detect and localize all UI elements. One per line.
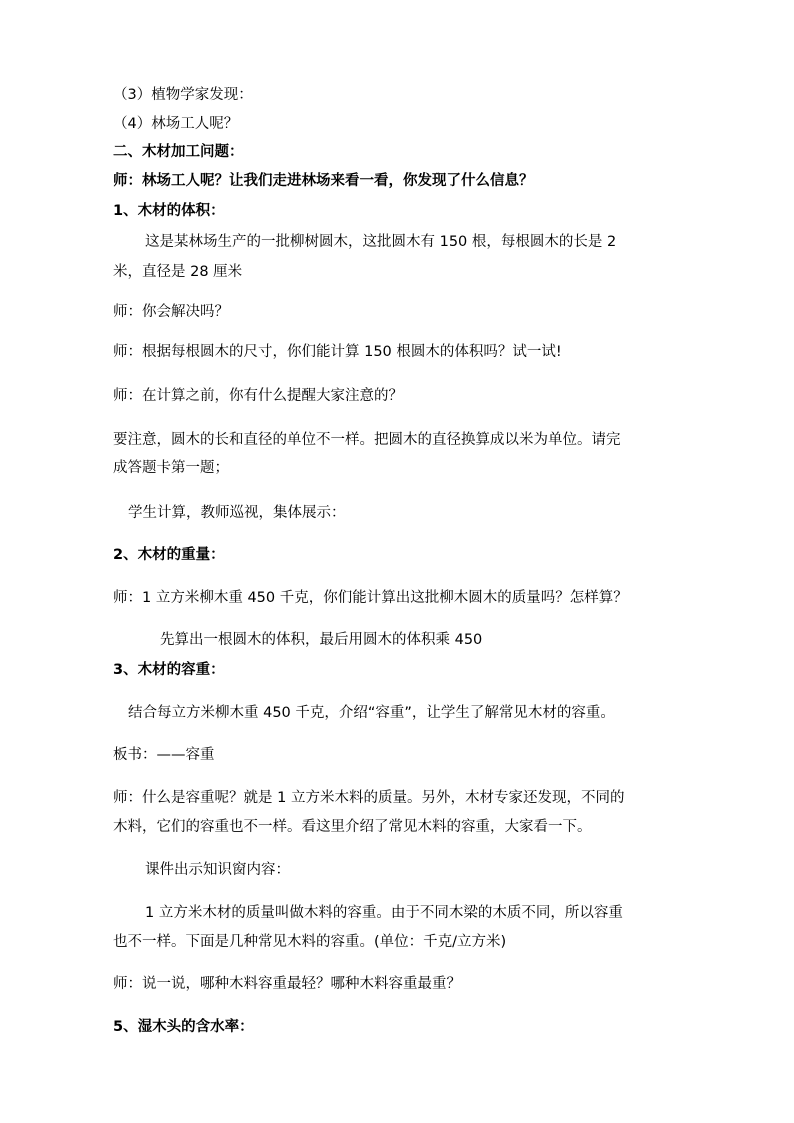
section-heading: 二、木材加工问题： — [113, 144, 244, 160]
text-line: 师：在计算之前，你有什么提醒大家注意的？ — [113, 388, 403, 404]
text-line-bold: 师：林场工人呢？让我们走进林场来看一看，你发现了什么信息？ — [113, 173, 534, 189]
text-line: （3）植物学家发现： — [113, 87, 253, 103]
text-line: 米，直径是 28 厘米 — [113, 264, 243, 280]
text-line: 师：说一说，哪种木料容重最轻？哪种木料容重最重？ — [113, 976, 461, 992]
subsection-heading: 5、湿木头的含水率： — [113, 1019, 254, 1035]
text-line: 师：1 立方米柳木重 450 千克，你们能计算出这批柳木圆木的质量吗？怎样算？ — [113, 590, 628, 606]
text-line: 也不一样。下面是几种常见木料的容重。(单位：千克/立方米) — [113, 934, 507, 950]
text-line: 1 立方米木材的质量叫做木料的容重。由于不同木梁的木质不同，所以容重 — [145, 905, 623, 921]
text-line: 这是某林场生产的一批柳树圆木，这批圆木有 150 根，每根圆木的长是 2 — [145, 234, 617, 250]
text-line: 板书：——容重 — [113, 747, 215, 763]
subsection-heading: 2、木材的重量： — [113, 547, 225, 563]
text-line: 师：根据每根圆木的尺寸，你们能计算 150 根圆木的体积吗？试一试! — [113, 344, 562, 360]
text-line: 先算出一根圆木的体积，最后用圆木的体积乘 450 — [160, 632, 483, 648]
text-line: 成答题卡第一题； — [113, 460, 229, 476]
text-line: 结合每立方米柳木重 450 千克，介绍“容重”，让学生了解常见木材的容重。 — [128, 705, 615, 721]
subsection-heading: 1、木材的体积： — [113, 203, 225, 219]
text-line: 课件出示知识窗内容： — [145, 862, 290, 878]
text-line: （4）林场工人呢？ — [113, 116, 239, 132]
text-line: 学生计算，教师巡视，集体展示： — [128, 505, 346, 521]
text-line: 要注意，圆木的长和直径的单位不一样。把圆木的直径换算成以米为单位。请完 — [113, 432, 621, 448]
text-line: 师：什么是容重呢？就是 1 立方米木料的质量。另外，木材专家还发现，不同的 — [113, 790, 625, 806]
text-line: 木料，它们的容重也不一样。看这里介绍了常见木料的容重，大家看一下。 — [113, 819, 592, 835]
subsection-heading: 3、木材的容重： — [113, 662, 225, 678]
text-line: 师：你会解决吗？ — [113, 304, 229, 320]
